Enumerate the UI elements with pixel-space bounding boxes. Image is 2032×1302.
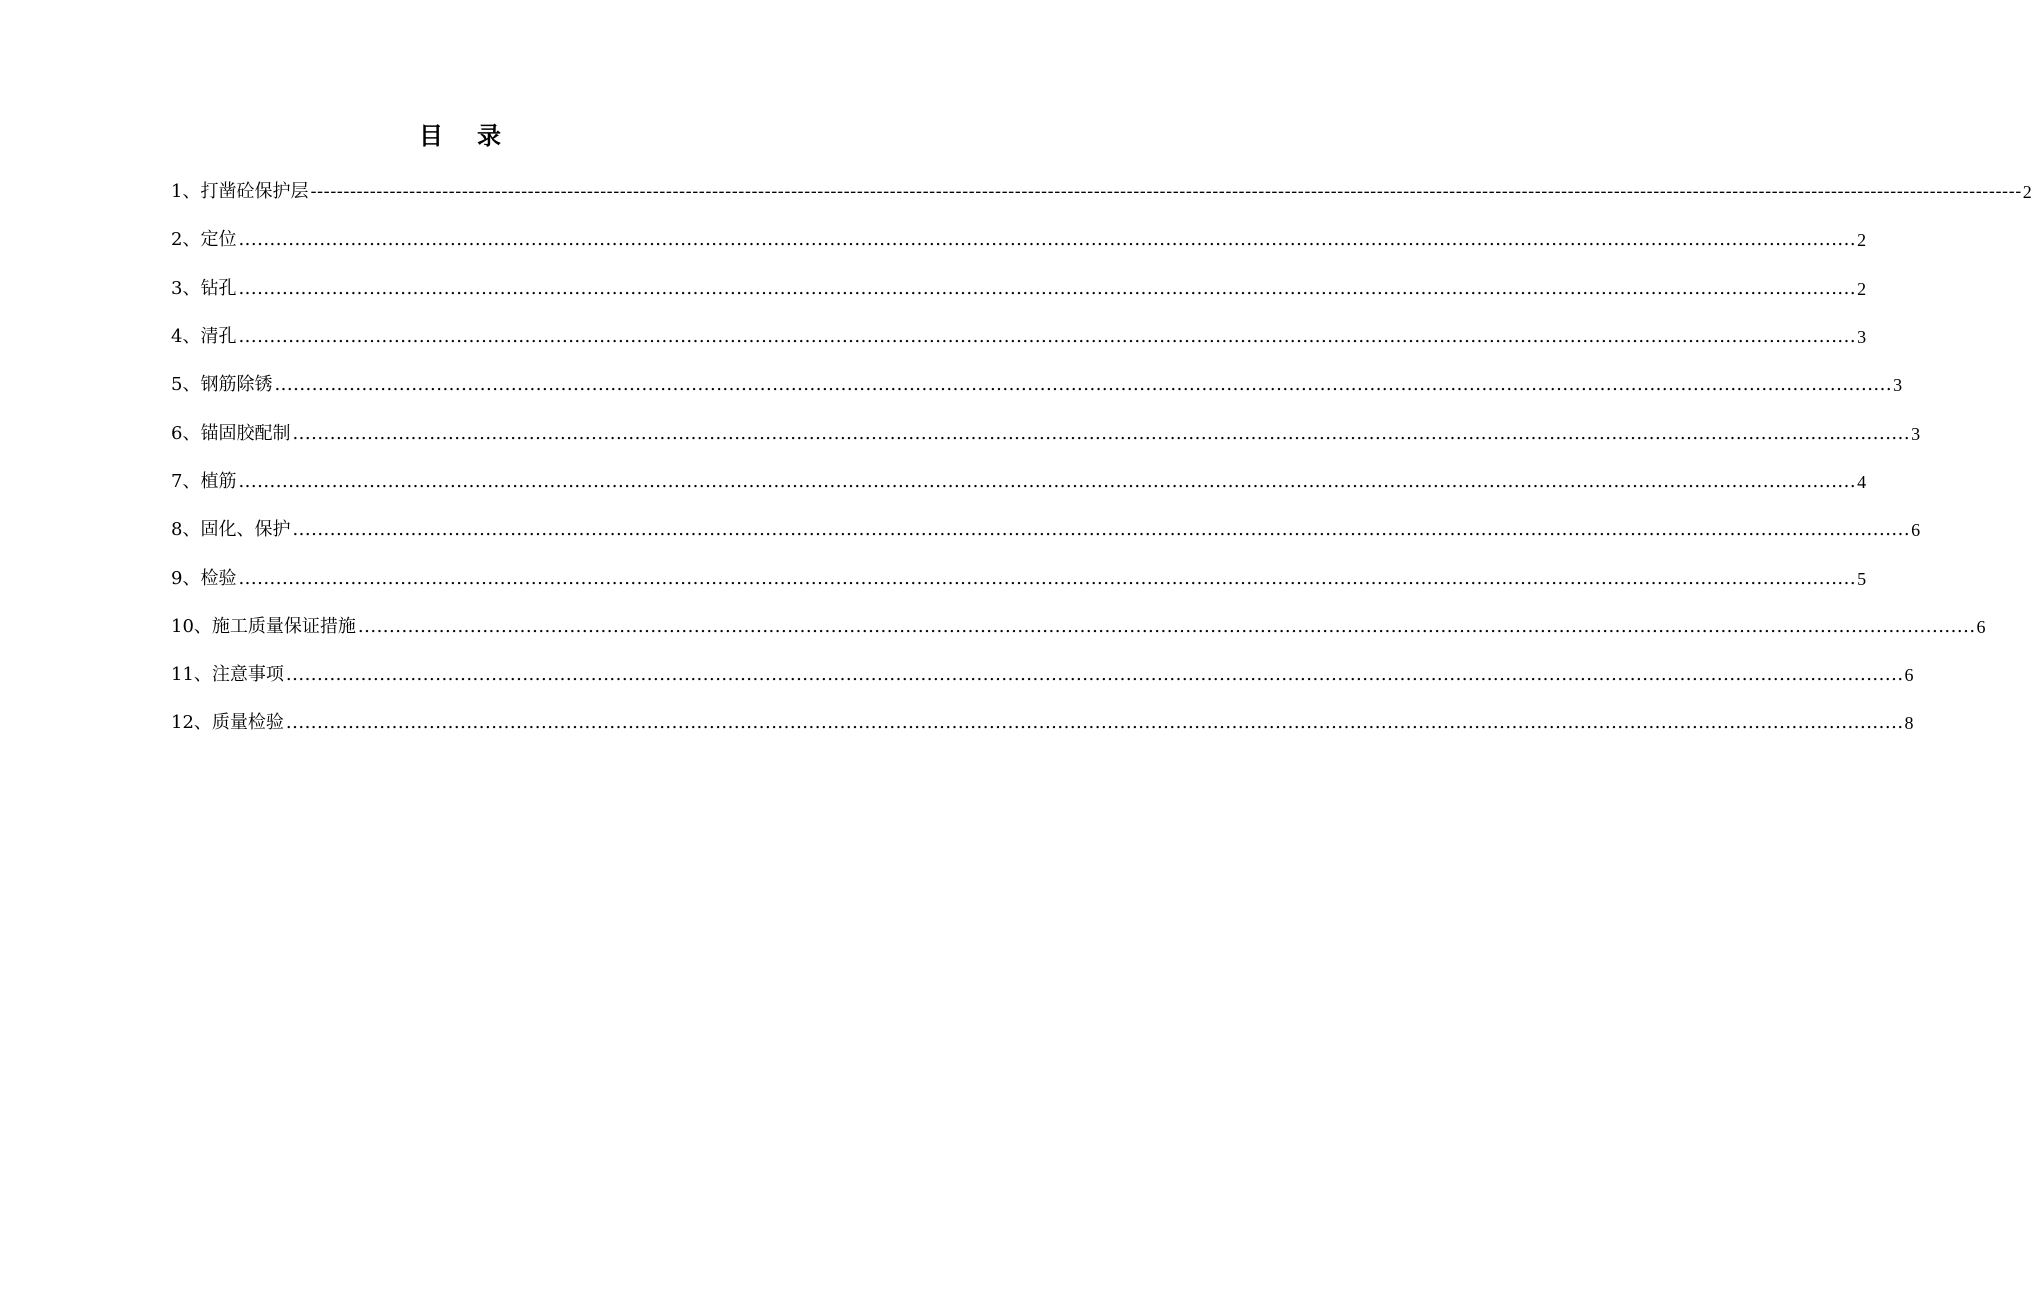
toc-page-number: 3 xyxy=(1857,327,1867,348)
toc-leader-dots: .................................................................................................................................................................................................................................................................... xyxy=(285,712,1904,734)
toc-entry[interactable] xyxy=(171,651,1914,699)
toc-entry[interactable] xyxy=(171,361,1903,409)
toc-page-number: 8 xyxy=(1904,713,1914,734)
toc-leader-dashes: -------------------------------------------------------------------------------------------------------------------------------------------------------------------------------------------------------------------------------------------------------------------- xyxy=(310,181,2022,203)
toc-leader-dots: .................................................................................................................................................................................................................................................................... xyxy=(238,470,1857,492)
toc-page-number: 4 xyxy=(1857,471,1867,492)
toc-page-number: 6 xyxy=(1976,616,1986,637)
toc-entry-label: 7、植筋 xyxy=(171,470,237,492)
toc-entry-label: 5、钢筋除锈 xyxy=(171,374,273,396)
toc-page-number: 2 xyxy=(1857,278,1867,299)
toc-entry-label: 11、注意事项 xyxy=(171,664,284,686)
toc-entry[interactable] xyxy=(171,265,1867,313)
toc-entry[interactable] xyxy=(171,458,1867,506)
toc-page-number: 2 xyxy=(1857,230,1867,251)
toc-entry-label: 10、施工质量保证措施 xyxy=(171,615,356,637)
toc-entry-label: 9、检验 xyxy=(171,567,237,589)
toc-entry[interactable] xyxy=(171,554,1867,602)
toc-leader-dots: .................................................................................................................................................................................................................................................................... xyxy=(238,567,1857,589)
toc-entry-label: 12、质量检验 xyxy=(171,712,284,734)
page-title-char-2: 录 xyxy=(477,121,501,150)
toc-entry[interactable] xyxy=(171,506,1921,554)
toc-entry-label: 1、打凿砼保护层 xyxy=(171,181,309,203)
toc-leader-dots: .................................................................................................................................................................................................................................................................... xyxy=(238,229,1857,251)
toc-entry-label: 3、钻孔 xyxy=(171,277,237,299)
toc-entry[interactable] xyxy=(171,168,2032,216)
toc-leader-dots: .................................................................................................................................................................................................................................................................... xyxy=(238,326,1857,348)
toc-page-number: 3 xyxy=(1911,423,1921,444)
toc-entry[interactable] xyxy=(171,699,1914,747)
toc-leader-dots: .................................................................................................................................................................................................................................................................... xyxy=(292,519,1911,541)
toc-entry[interactable] xyxy=(171,603,1986,651)
toc-page-number: 6 xyxy=(1911,520,1921,541)
toc-entry[interactable] xyxy=(171,216,1867,264)
toc-page-number: 6 xyxy=(1904,665,1914,686)
toc-page-number: 5 xyxy=(1857,568,1867,589)
toc-entry-label: 4、清孔 xyxy=(171,326,237,348)
toc-entry[interactable] xyxy=(171,409,1921,457)
toc-leader-dots: .................................................................................................................................................................................................................................................................... xyxy=(238,277,1857,299)
toc-entry[interactable] xyxy=(171,313,1867,361)
toc-leader-dots: .................................................................................................................................................................................................................................................................... xyxy=(357,615,1976,637)
toc-page-number: 3 xyxy=(1893,375,1903,396)
toc-leader-dots: .................................................................................................................................................................................................................................................................... xyxy=(285,664,1904,686)
toc-leader-dots: .................................................................................................................................................................................................................................................................... xyxy=(292,422,1911,444)
toc-entry-label: 6、锚固胶配制 xyxy=(171,422,291,444)
toc-leader-dots: .................................................................................................................................................................................................................................................................... xyxy=(274,374,1893,396)
table-of-contents xyxy=(171,168,2032,748)
toc-entry-label: 8、固化、保护 xyxy=(171,519,291,541)
page-title-char-1: 目 xyxy=(419,121,443,150)
toc-entry-label: 2、定位 xyxy=(171,229,237,251)
page-title xyxy=(0,118,920,154)
toc-page-number: 2 xyxy=(2022,182,2032,203)
